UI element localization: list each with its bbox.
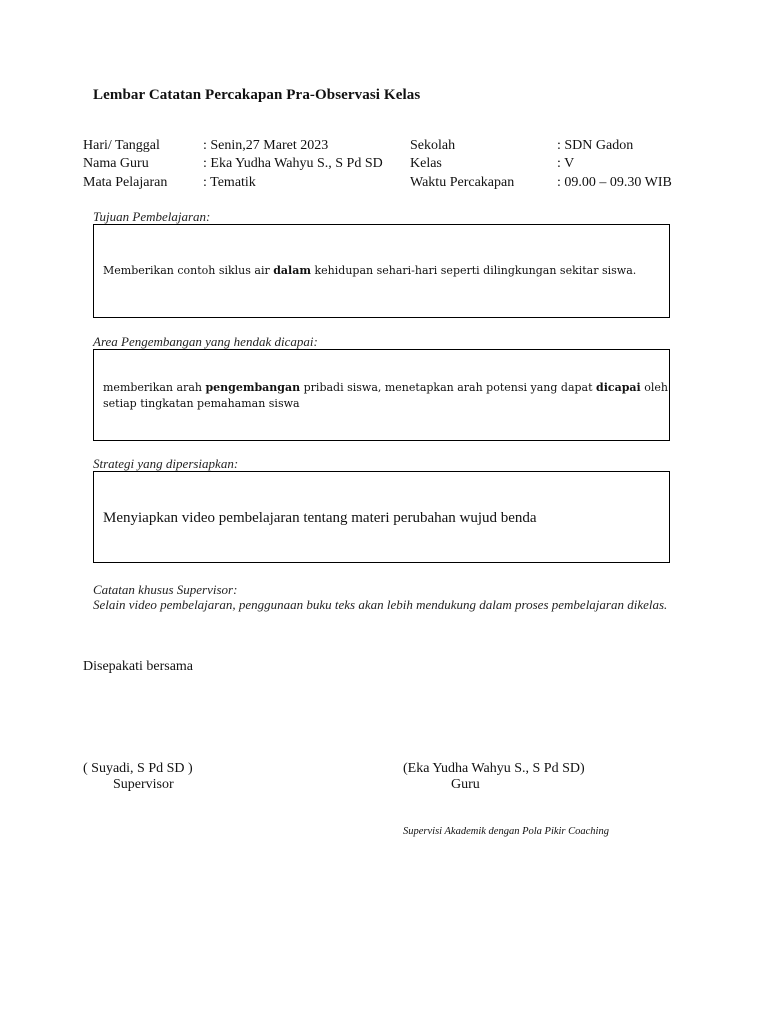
strategi-text: Menyiapkan video pembelajaran tentang materi perubahan wujud benda bbox=[103, 510, 537, 526]
tujuan-pembelajaran-label: Tujuan Pembelajaran: bbox=[93, 209, 211, 224]
guru-signature-role: Guru bbox=[451, 777, 480, 792]
supervisor-signature-name: ( Suyadi, S Pd SD ) bbox=[83, 761, 193, 776]
page-title: Lembar Catatan Percakapan Pra-Observasi Kelas bbox=[93, 87, 421, 103]
guru-signature-name: (Eka Yudha Wahyu S., S Pd SD) bbox=[403, 761, 585, 776]
supervisor-notes-text: Selain video pembelajaran, penggunaan buku teks akan lebih mendukung dalam proses pembelajaran dikelas. bbox=[93, 597, 668, 612]
waktu-percakapan-label: Waktu Percakapan bbox=[410, 175, 515, 190]
agreement-text: Disepakati bersama bbox=[83, 659, 194, 674]
sekolah-label: Sekolah bbox=[410, 138, 456, 153]
waktu-percakapan-value: : 09.00 – 09.30 WIB bbox=[557, 175, 672, 190]
hari-tanggal-value: : Senin,27 Maret 2023 bbox=[203, 138, 329, 153]
strategi-box bbox=[93, 471, 670, 563]
tujuan-pembelajaran-box bbox=[93, 224, 670, 318]
nama-guru-value: : Eka Yudha Wahyu S., S Pd SD bbox=[203, 156, 383, 171]
tujuan-pembelajaran-text: Memberikan contoh siklus air dalam kehidupan sehari-hari seperti dilingkungan sekitar siswa. bbox=[103, 264, 637, 277]
area-pengembangan-box bbox=[93, 349, 670, 441]
supervisor-signature-role: Supervisor bbox=[113, 777, 174, 792]
area-pengembangan-label: Area Pengembangan yang hendak dicapai: bbox=[93, 334, 318, 349]
sekolah-value: : SDN Gadon bbox=[557, 138, 634, 153]
footer-note: Supervisi Akademik dengan Pola Pikir Coaching bbox=[403, 826, 609, 837]
area-pengembangan-text: memberikan arah pengembangan pribadi siswa, menetapkan arah potensi yang dapat dicapai oleh setiap tingkatan pemahaman siswa bbox=[103, 381, 668, 410]
mata-pelajaran-value: : Tematik bbox=[203, 175, 256, 190]
kelas-value: : V bbox=[557, 156, 575, 171]
mata-pelajaran-label: Mata Pelajaran bbox=[83, 175, 168, 190]
supervisor-notes bbox=[93, 582, 683, 612]
kelas-label: Kelas bbox=[410, 156, 442, 171]
supervisor-notes-label: Catatan khusus Supervisor: bbox=[93, 582, 238, 597]
nama-guru-label: Nama Guru bbox=[83, 156, 149, 171]
hari-tanggal-label: Hari/ Tanggal bbox=[83, 138, 160, 153]
strategi-label: Strategi yang dipersiapkan: bbox=[93, 456, 239, 471]
